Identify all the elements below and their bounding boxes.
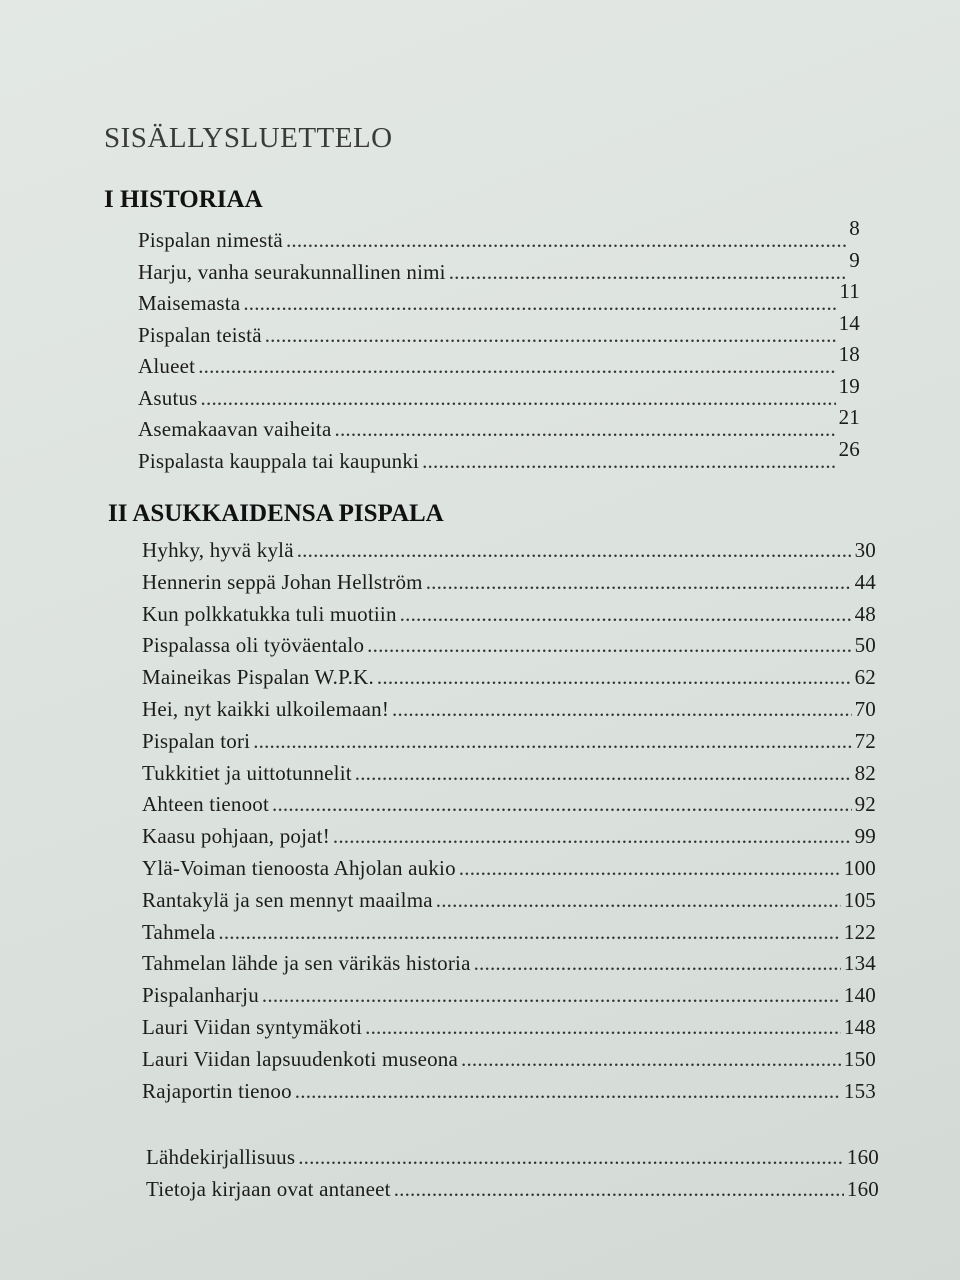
toc-entry-page: 21: [838, 405, 860, 429]
toc-entry-title: Pispalanharju: [142, 983, 259, 1008]
toc-entry: [142, 888, 876, 920]
toc-entry-title: Lähdekirjallisuus: [146, 1145, 296, 1169]
toc-entry-page: 62: [854, 665, 876, 690]
toc-entry: [142, 1015, 876, 1047]
dot-leader: [297, 538, 852, 563]
toc-entry: [138, 405, 860, 449]
toc-entry-title: Kun polkkatukka tuli muotiin: [142, 601, 397, 626]
dot-leader: [400, 602, 852, 627]
toc-entry-page: 18: [838, 342, 860, 366]
dot-leader: [333, 824, 852, 849]
dot-leader: [426, 570, 852, 595]
toc-entry: [142, 570, 876, 602]
dot-leader: [449, 260, 847, 285]
toc-entry: [142, 1079, 876, 1111]
toc-entry: [142, 697, 876, 729]
toc-entry-page: 48: [854, 601, 876, 626]
dot-leader: [461, 1047, 841, 1072]
toc-entry: [142, 665, 876, 697]
dot-leader: [272, 792, 852, 817]
toc-entry: [138, 216, 860, 260]
dot-leader: [422, 449, 836, 474]
toc-entry: [142, 856, 876, 888]
toc-entry-title: Pispalasta kauppala tai kaupunki: [138, 448, 420, 473]
toc-entry-title: Tahmela: [142, 919, 216, 944]
toc-entry: [138, 342, 860, 386]
toc-entry-title: Ylä-Voiman tienoosta Ahjolan aukio: [142, 855, 456, 880]
toc-entry-title: Tahmelan lähde ja sen värikäs historia: [142, 951, 471, 976]
toc-entry: [142, 983, 876, 1015]
dot-leader: [298, 1145, 844, 1170]
toc-entry-page: 70: [854, 696, 876, 721]
toc-entry-page: 8: [849, 216, 860, 240]
toc-entry: [142, 538, 876, 570]
dot-leader: [335, 417, 836, 442]
toc-entry-title: Hyhky, hyvä kylä: [142, 538, 294, 562]
toc-entry-page: 19: [838, 373, 860, 398]
toc-entry-title: Lauri Viidan lapsuudenkoti museona: [142, 1046, 459, 1071]
toc-entry-page: 160: [846, 1145, 879, 1169]
toc-entry-page: 26: [838, 436, 860, 461]
toc-entry-title: Asutus: [138, 385, 198, 410]
section-heading-asukkaidensa-pispala: II ASUKKAIDENSA PISPALA: [108, 500, 444, 527]
toc-entry: [142, 920, 876, 952]
dot-leader: [392, 697, 852, 722]
toc-entry-page: 11: [839, 279, 860, 303]
toc-entry-title: Harju, vanha seurakunnallinen nimi: [138, 259, 446, 284]
toc-entry-page: 148: [843, 1014, 876, 1039]
toc-list-section-1: [138, 216, 860, 480]
toc-entry-title: Pispalan nimestä: [138, 228, 283, 252]
dot-leader: [198, 354, 835, 379]
toc-entry-page: 92: [854, 792, 876, 817]
toc-entry: [146, 1177, 879, 1209]
toc-entry-page: 134: [843, 951, 876, 976]
toc-entry-page: 105: [843, 887, 876, 912]
toc-entry-title: Hei, nyt kaikki ulkoilemaan!: [142, 696, 390, 721]
toc-entry: [142, 1047, 876, 1079]
dot-leader: [253, 729, 851, 754]
toc-entry-page: 140: [843, 983, 876, 1008]
toc-list-section-2: [142, 538, 876, 1110]
toc-entry-title: Maineikas Pispalan W.P.K.: [142, 665, 374, 690]
dot-leader: [436, 888, 841, 913]
toc-entry-title: Rantakylä ja sen mennyt maailma: [142, 887, 433, 912]
toc-entry-page: 14: [838, 310, 860, 335]
toc-entry: [138, 310, 860, 355]
toc-entry-title: Tietoja kirjaan ovat antaneet: [146, 1176, 391, 1201]
toc-entry-page: 44: [854, 569, 876, 594]
toc-entry-title: Alueet: [138, 354, 196, 378]
toc-entry: [142, 633, 876, 665]
dot-leader: [243, 291, 836, 316]
dot-leader: [201, 386, 836, 411]
toc-entry-title: Pispalan tori: [142, 728, 251, 753]
toc-entry-page: 153: [843, 1078, 876, 1103]
toc-list-appendix: [146, 1145, 879, 1209]
toc-entry-page: 99: [854, 824, 876, 849]
toc-entry-title: Rajaportin tienoo: [142, 1078, 292, 1103]
toc-entry-title: Kaasu pohjaan, pojat!: [142, 824, 330, 849]
toc-entry: [142, 602, 876, 634]
dot-leader: [286, 228, 846, 253]
toc-entry-page: 82: [854, 760, 876, 785]
toc-entry-title: Tukkitiet ja uittotunnelit: [142, 760, 352, 785]
toc-entry: [142, 951, 876, 983]
dot-leader: [377, 665, 852, 690]
toc-entry: [142, 824, 876, 856]
dot-leader: [365, 1015, 841, 1040]
toc-entry-title: Hennerin seppä Johan Hellström: [142, 569, 423, 594]
dot-leader: [394, 1177, 844, 1202]
toc-entry: [142, 792, 876, 824]
toc-entry-title: Pispalassa oli työväentalo: [142, 633, 365, 658]
toc-entry: [138, 279, 860, 323]
toc-entry-page: 30: [854, 538, 876, 562]
toc-entry: [138, 373, 860, 418]
toc-entry: [138, 247, 860, 292]
dot-leader: [367, 633, 851, 658]
toc-entry-page: 100: [843, 855, 876, 880]
dot-leader: [218, 920, 840, 945]
toc-entry-page: 9: [849, 247, 860, 272]
page-title: SISÄLLYSLUETTELO: [104, 122, 393, 154]
toc-entry-title: Ahteen tienoot: [142, 792, 270, 817]
section-heading-historiaa: I HISTORIAA: [104, 186, 263, 213]
toc-entry-page: 160: [846, 1176, 879, 1201]
dot-leader: [295, 1079, 841, 1104]
toc-entry: [142, 729, 876, 761]
dot-leader: [265, 323, 836, 348]
dot-leader: [474, 951, 841, 976]
toc-entry-title: Pispalan teistä: [138, 322, 262, 347]
toc-entry-page: 72: [854, 728, 876, 753]
dot-leader: [355, 761, 852, 786]
toc-entry-title: Asemakaavan vaiheita: [138, 417, 332, 441]
toc-entry-page: 50: [854, 633, 876, 658]
toc-entry-page: 122: [843, 919, 876, 944]
toc-entry-title: Lauri Viidan syntymäkoti: [142, 1014, 363, 1039]
dot-leader: [459, 856, 841, 881]
toc-entry-page: 150: [843, 1046, 876, 1071]
toc-entry-title: Maisemasta: [138, 291, 241, 315]
toc-entry: [138, 436, 860, 481]
toc-entry: [146, 1145, 879, 1177]
dot-leader: [262, 983, 841, 1008]
toc-entry: [142, 761, 876, 793]
